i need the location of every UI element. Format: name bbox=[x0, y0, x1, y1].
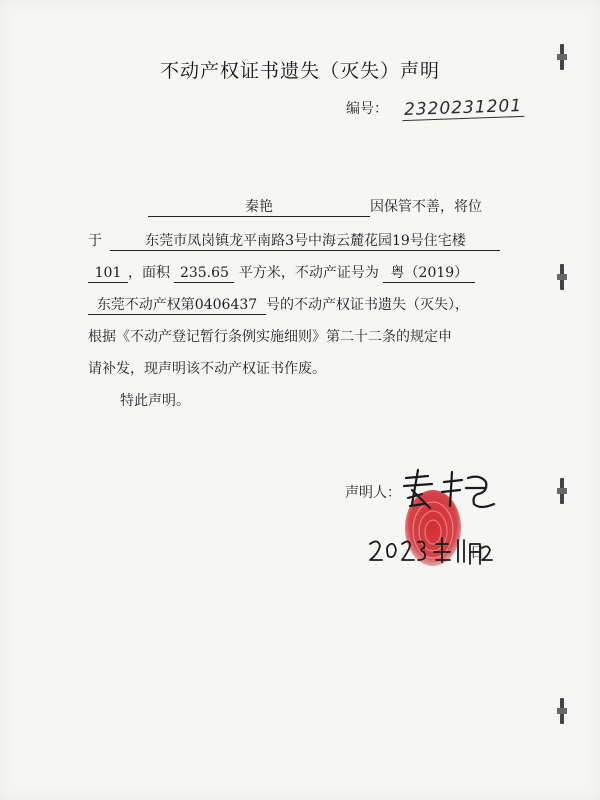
document-title: 不动产权证书遗失（灭失）声明 bbox=[159, 60, 440, 82]
document-number bbox=[346, 95, 524, 121]
body-line-6: 请补发，现声明该不动产权证书作废。 bbox=[88, 361, 326, 377]
body-phrase-1: 因保管不善，将位 bbox=[370, 199, 482, 215]
body-line-2 bbox=[88, 230, 500, 251]
binding-mark bbox=[560, 698, 564, 724]
address-field: 东莞市凤岗镇龙平南路3号中海云麓花园19号住宅楼 bbox=[110, 233, 500, 251]
cert-prefix-field: 粤（2019） bbox=[383, 265, 475, 283]
number-handwritten: 2320231201 bbox=[402, 96, 525, 121]
area-label: ，面积 bbox=[128, 265, 170, 281]
area-field: 235.65 bbox=[174, 265, 234, 283]
after-cert-text: 号的不动产权证书遗失（灭失）， bbox=[266, 297, 469, 313]
date-suffix: 日 bbox=[470, 545, 484, 561]
cert-number-field: 东莞不动产权第0406437 bbox=[88, 297, 266, 315]
body-line-5: 根据《不动产登记暂行条例实施细则》第二十二条的规定申 bbox=[88, 329, 452, 345]
area-unit-text: 平方米，不动产证号为 bbox=[238, 265, 379, 281]
handwritten-signature bbox=[394, 464, 504, 524]
name-field: 秦艳 bbox=[148, 199, 370, 217]
prefix-yu: 于 bbox=[88, 233, 102, 249]
body-line-3 bbox=[88, 262, 475, 283]
body-line-1 bbox=[148, 196, 482, 217]
binding-mark bbox=[560, 478, 564, 504]
address-continuation: 101 bbox=[88, 265, 128, 283]
number-label: 编号： bbox=[346, 101, 388, 117]
signer-label: 声明人： bbox=[345, 485, 401, 501]
binding-mark bbox=[560, 264, 564, 290]
body-line-4 bbox=[88, 294, 469, 315]
body-line-7: 特此声明。 bbox=[120, 393, 190, 409]
binding-mark bbox=[560, 44, 564, 70]
